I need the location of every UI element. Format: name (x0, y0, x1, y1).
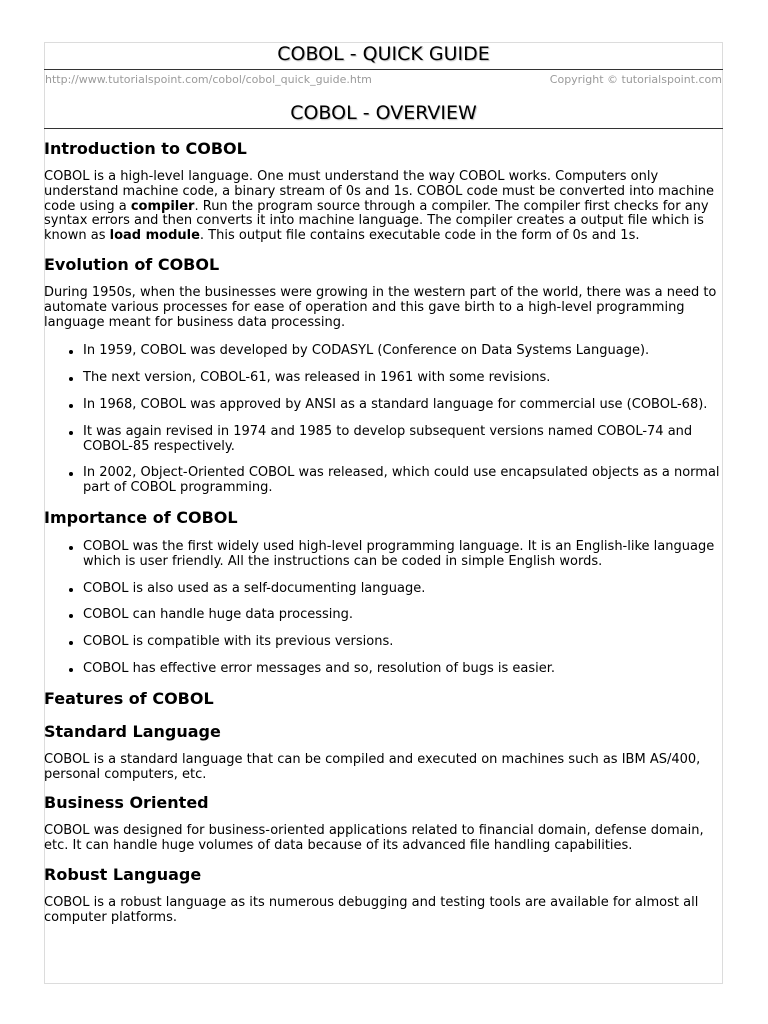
list-item: COBOL can handle huge data processing. (83, 608, 724, 623)
heading-introduction: Introduction to COBOL (44, 139, 247, 158)
list-item: COBOL was the first widely used high-level programming language. It is an English-like language which is user friendly. All the instructions can be coded in simple English words. (83, 540, 724, 570)
source-url[interactable]: http://www.tutorialspoint.com/cobol/cobol_quick_guide.htm (45, 73, 372, 86)
evolution-list (44, 344, 724, 496)
section-divider (44, 128, 723, 129)
intro-paragraph: COBOL is a high-level language. One must understand the way COBOL works. Computers only understand machine code, a binary stream of 0s and 1s. COBOL code must be converted into machine code using a compiler. Run the program source through a compiler. The compiler first checks for any syntax errors and then converts it into machine language. The compiler creates a output file which is known as load module. This output file contains executable code in the form of 0s and 1s. (44, 169, 715, 244)
main-content (44, 138, 724, 926)
title-divider (44, 69, 723, 70)
standard-language-paragraph: COBOL is a standard language that can be compiled and executed on machines such as IBM AS/400, personal computers, etc. (44, 751, 701, 782)
document-title: COBOL - QUICK GUIDE (277, 43, 490, 65)
list-item: In 1959, COBOL was developed by CODASYL (Conference on Data Systems Language). (83, 344, 724, 359)
heading-robust-language: Robust Language (44, 864, 202, 884)
section-title: COBOL - OVERVIEW (290, 102, 477, 124)
heading-evolution: Evolution of COBOL (44, 254, 220, 274)
copyright-notice: Copyright © tutorialspoint.com (549, 73, 722, 86)
list-item: COBOL has effective error messages and so, resolution of bugs is easier. (83, 662, 724, 677)
heading-importance: Importance of COBOL (44, 507, 238, 527)
list-item: In 1968, COBOL was approved by ANSI as a standard language for commercial use (COBOL-68). (83, 398, 724, 413)
load-module-term: load module (109, 228, 200, 244)
importance-list (44, 540, 724, 677)
list-item: The next version, COBOL-61, was released in 1961 with some revisions. (83, 371, 724, 386)
heading-business-oriented: Business Oriented (44, 793, 209, 813)
list-item: In 2002, Object-Oriented COBOL was released, which could use encapsulated objects as a normal part of COBOL programming. (83, 466, 724, 496)
list-item: It was again revised in 1974 and 1985 to develop subsequent versions named COBOL-74 and COBOL-85 respectively. (83, 425, 724, 455)
list-item: COBOL is compatible with its previous versions. (83, 635, 724, 650)
evolution-paragraph: During 1950s, when the businesses were growing in the western part of the world, there was a need to automate various processes for ease of operation and this gave birth to a high-level programming language meant for business data processing. (44, 284, 717, 330)
business-oriented-paragraph: COBOL was designed for business-oriented applications related to financial domain, defense domain, etc. It can handle huge volumes of data because of its advanced file handling capabilities. (44, 823, 704, 854)
list-item: COBOL is also used as a self-documenting language. (83, 582, 724, 597)
robust-language-paragraph: COBOL is a robust language as its numerous debugging and testing tools are available for almost all computer platforms. (44, 894, 699, 925)
heading-features: Features of COBOL (44, 688, 214, 708)
compiler-term: compiler (130, 198, 195, 214)
heading-standard-language: Standard Language (44, 721, 221, 741)
